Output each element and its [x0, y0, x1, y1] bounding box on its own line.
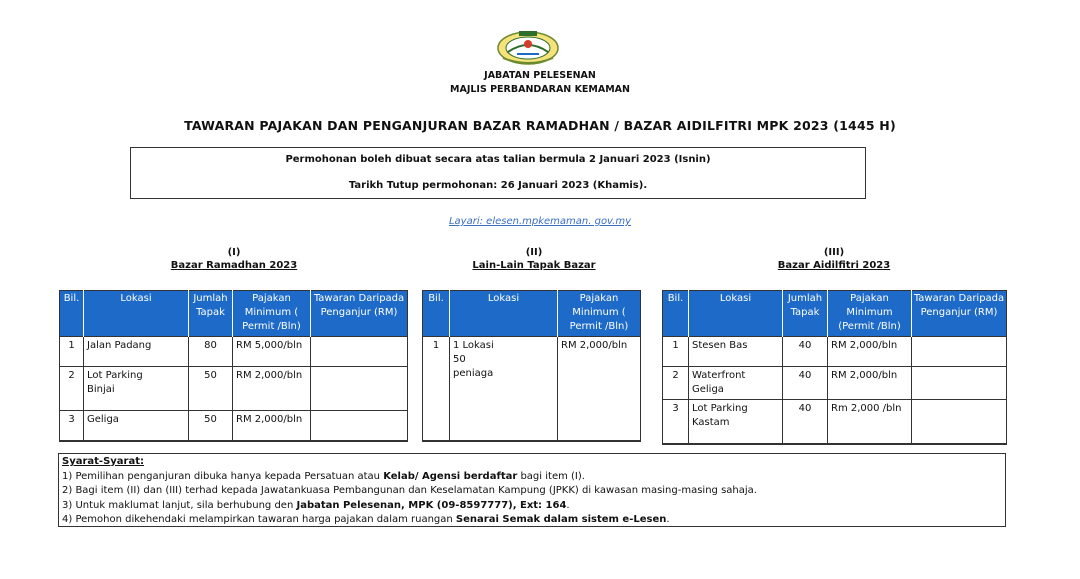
- column-header: Jumlah Tapak: [189, 291, 233, 337]
- condition-item: [62, 499, 1002, 514]
- condition-item: [62, 513, 1002, 528]
- column-header: Lokasi: [84, 291, 189, 337]
- condition-text: 1) Pemilihan penganjuran dibuka hanya kepada Persatuan atau: [62, 470, 384, 482]
- conditions-heading: Syarat-Syarat:: [62, 456, 145, 467]
- conditions-box: [58, 453, 1006, 527]
- column-header: Bil.: [60, 291, 84, 337]
- condition-bold: Kelab/ Agensi berdaftar: [383, 470, 518, 482]
- column-header: Pajakan Minimum ( Permit /Bln): [233, 291, 311, 337]
- row-number: 1: [60, 337, 84, 367]
- column-header: Pajakan Minimum (Permit /Bln): [828, 291, 912, 337]
- section-title: Lain-Lain Tapak Bazar: [472, 260, 596, 271]
- location: Geliga: [84, 411, 189, 441]
- section-numeral: (I): [227, 247, 241, 258]
- site-count: 40: [783, 367, 828, 400]
- location: Jalan Padang: [84, 337, 189, 367]
- location-text: Waterfront Geliga: [692, 370, 746, 395]
- table-row: [663, 367, 1007, 400]
- column-header: Pajakan Minimum ( Permit /Bln): [558, 291, 641, 337]
- letterhead: [0, 69, 1080, 97]
- minimum-lease: Rm 2,000 /bln: [828, 400, 912, 444]
- location-text: Lot Parking Binjai: [87, 370, 143, 395]
- minimum-lease: RM 2,000/bln: [233, 411, 311, 441]
- condition-text: .: [666, 514, 670, 525]
- condition-text: 4) Pemohon dikehendaki melampirkan tawaran harga pajakan dalam ruangan: [62, 514, 456, 525]
- table-bazar-aidilfitri: [662, 290, 1007, 445]
- section-title: Bazar Aidilfitri 2023: [777, 260, 891, 271]
- department-name: JABATAN PELESENAN: [484, 70, 596, 81]
- location: [689, 400, 783, 444]
- condition-item: [62, 484, 1002, 499]
- minimum-lease: RM 2,000/bln: [828, 367, 912, 400]
- row-number: 3: [60, 411, 84, 441]
- notice-open-date: Permohonan boleh dibuat secara atas talian bermula 2 Januari 2023 (Isnin): [285, 154, 711, 165]
- minimum-lease: RM 5,000/bln: [233, 337, 311, 367]
- organizer-offer: [311, 411, 408, 441]
- row-number: 2: [663, 367, 689, 400]
- organizer-offer: [311, 337, 408, 367]
- site-count: 50: [189, 411, 233, 441]
- page-title: TAWARAN PAJAKAN DAN PENGANJURAN BAZAR RAMADHAN / BAZAR AIDILFITRI MPK 2023 (1445 H): [184, 118, 896, 133]
- section-heading-2: [434, 246, 634, 272]
- location: Stesen Bas: [689, 337, 783, 367]
- section-numeral: (II): [525, 247, 543, 258]
- organizer-offer: [912, 367, 1007, 400]
- minimum-lease: RM 2,000/bln: [233, 367, 311, 411]
- section-numeral: (III): [823, 247, 845, 258]
- council-name: MAJLIS PERBANDARAN KEMAMAN: [450, 84, 630, 95]
- notice-box: [130, 147, 866, 199]
- condition-text: 3) Untuk maklumat lanjut, sila berhubung den: [62, 499, 297, 511]
- column-header: Tawaran Daripada Penganjur (RM): [311, 291, 408, 337]
- condition-text: 2) Bagi item (II) dan (III) terhad kepada Jawatankuasa Pembangunan dan Keselamatan Kampung (JPKK) di kawasan masing-masing sahaja.: [62, 485, 757, 496]
- section-heading-3: [734, 246, 934, 272]
- organizer-offer: [912, 400, 1007, 444]
- column-header: Tawaran Daripada Penganjur (RM): [912, 291, 1007, 337]
- condition-text: bagi item (I).: [517, 470, 585, 482]
- table-row: [60, 411, 408, 441]
- location-text: 1 Lokasi 50 peniaga: [453, 340, 494, 379]
- location: [689, 367, 783, 400]
- table-row: [423, 337, 641, 441]
- condition-item: [62, 470, 1002, 485]
- location: [450, 337, 558, 441]
- column-header: Bil.: [423, 291, 450, 337]
- minimum-lease: RM 2,000/bln: [558, 337, 641, 441]
- table-row: [663, 400, 1007, 444]
- minimum-lease: RM 2,000/bln: [828, 337, 912, 367]
- section-title: Bazar Ramadhan 2023: [170, 260, 298, 271]
- row-number: 1: [663, 337, 689, 367]
- column-header: Jumlah Tapak: [783, 291, 828, 337]
- column-header: Lokasi: [689, 291, 783, 337]
- organizer-offer: [311, 367, 408, 411]
- council-logo: [495, 28, 561, 66]
- column-header: Bil.: [663, 291, 689, 337]
- website-link[interactable]: Layari: elesen.mpkemaman. gov.my: [448, 216, 632, 227]
- notice-close-date: Tarikh Tutup permohonan: 26 Januari 2023 (Khamis).: [348, 180, 648, 191]
- row-number: 3: [663, 400, 689, 444]
- site-count: 40: [783, 337, 828, 367]
- condition-bold: Jabatan Pelesenan, MPK (09-8597777), Ext: 164: [296, 499, 567, 511]
- condition-text: .: [566, 499, 570, 511]
- table-bazar-ramadhan: [59, 290, 408, 442]
- site-count: 40: [783, 400, 828, 444]
- location: [84, 367, 189, 411]
- organizer-offer: [912, 337, 1007, 367]
- column-header: Lokasi: [450, 291, 558, 337]
- table-row: [60, 337, 408, 367]
- row-number: 1: [423, 337, 450, 441]
- row-number: 2: [60, 367, 84, 411]
- table-other-sites: [422, 290, 641, 442]
- table-row: [663, 337, 1007, 367]
- site-count: 80: [189, 337, 233, 367]
- location-text: Lot Parking Kastam: [692, 403, 748, 428]
- table-row: [60, 367, 408, 411]
- section-heading-1: [134, 246, 334, 272]
- condition-bold: Senarai Semak dalam sistem e-Lesen: [455, 514, 667, 525]
- site-count: 50: [189, 367, 233, 411]
